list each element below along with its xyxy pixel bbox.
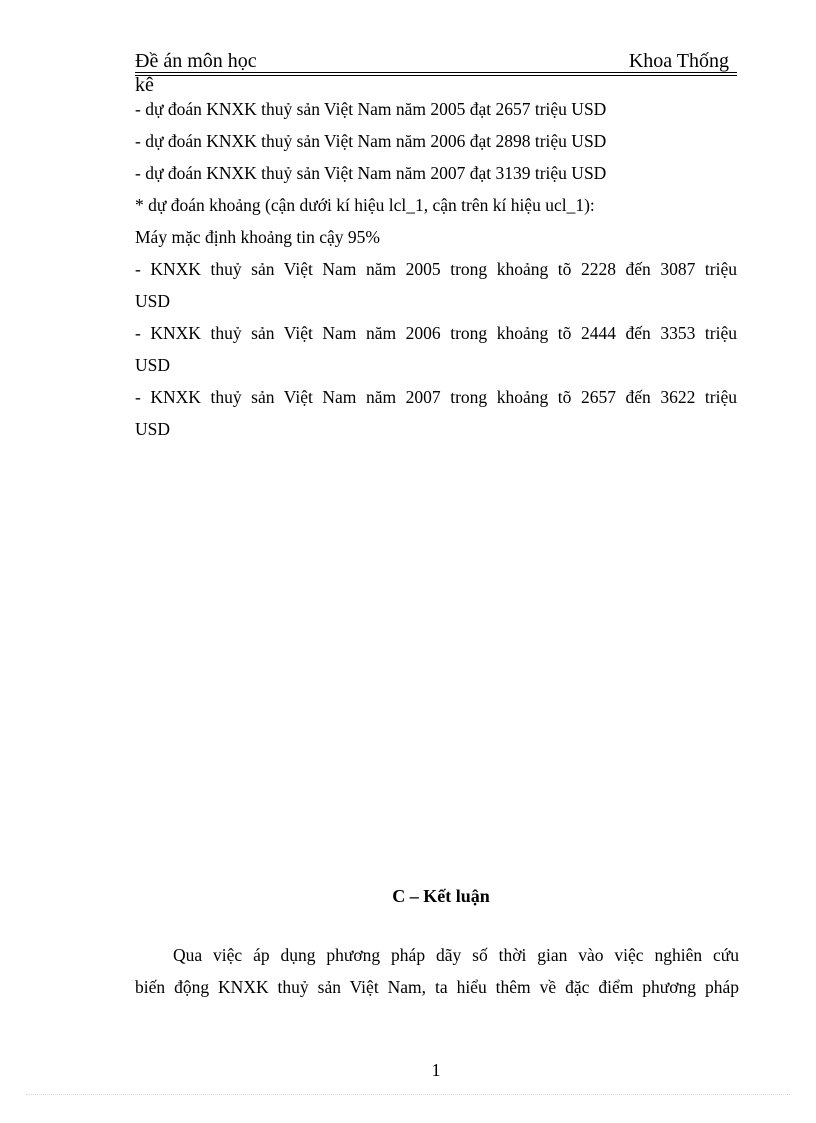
conclusion-heading: C – Kết luận (392, 886, 490, 906)
confidence-level-note: Máy mặc định khoảng tin cậy 95% (135, 227, 380, 247)
interval-line-2006: - KNXK thuỷ sản Việt Nam năm 2006 trong khoảng tõ 2444 đến 3353 triệu (135, 323, 737, 343)
forecast-line-2006: - dự đoán KNXK thuỷ sản Việt Nam năm 2006 đạt 2898 triệu USD (135, 131, 607, 151)
interval-line-2007: - KNXK thuỷ sản Việt Nam năm 2007 trong khoảng tõ 2657 đến 3622 triệu (135, 387, 737, 407)
forecast-line-2005: - dự đoán KNXK thuỷ sản Việt Nam năm 2005 đạt 2657 triệu USD (135, 99, 607, 119)
header-faculty-name: Khoa Thống (628, 50, 729, 72)
interval-line-2007-unit: USD (135, 419, 171, 439)
page-bottom-divider (26, 1094, 790, 1095)
conclusion-line-1: Qua việc áp dụng phương pháp dãy số thời gian vào việc nghiên cứu (173, 945, 739, 965)
interval-line-2005: - KNXK thuỷ sản Việt Nam năm 2005 trong khoảng tõ 2228 đến 3087 triệu (135, 259, 737, 279)
conclusion-paragraph (135, 939, 739, 1003)
header-course-title: Đề án môn học (135, 50, 257, 72)
interval-line-2006-unit: USD (135, 355, 171, 375)
header-faculty-name-continued: kê (135, 74, 154, 96)
interval-line-2005-unit: USD (135, 291, 171, 311)
page-number: 1 (431, 1060, 441, 1080)
conclusion-line-2: biến động KNXK thuỷ sản Việt Nam, ta hiểu thêm về đặc điểm phương pháp (135, 977, 739, 997)
forecast-text-block (135, 93, 737, 445)
interval-forecast-heading: * dự đoán khoảng (cận dưới kí hiệu lcl_1, cận trên kí hiệu ucl_1): (135, 195, 595, 215)
page-header (135, 50, 737, 73)
forecast-line-2007: - dự đoán KNXK thuỷ sản Việt Nam năm 2007 đạt 3139 triệu USD (135, 163, 607, 183)
